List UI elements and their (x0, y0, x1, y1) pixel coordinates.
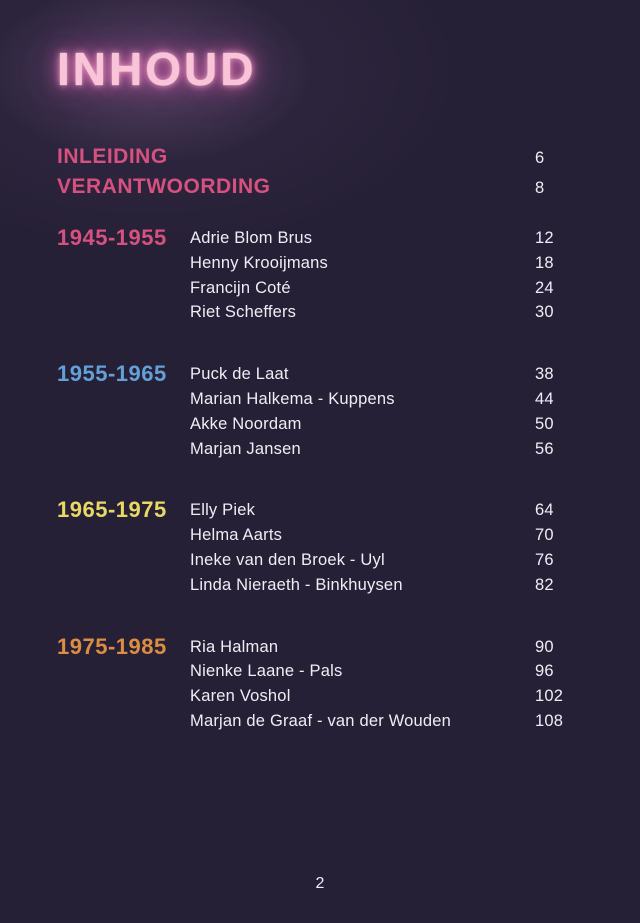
toc-entry-name: Marjan de Graaf - van der Wouden (190, 711, 452, 730)
toc-section (57, 362, 592, 461)
toc-entry-page-number: 102 (535, 687, 564, 706)
toc-entry-page-number: 18 (535, 253, 554, 272)
toc-entry-name: Ria Halman (190, 637, 279, 656)
toc-section (57, 226, 592, 325)
section-entry-list (190, 498, 592, 597)
toc-entry-name: Helma Aarts (190, 526, 283, 545)
toc-entry-row (190, 362, 592, 387)
section-years-label: 1945-1955 (57, 225, 167, 250)
toc-entry-name: Akke Noordam (190, 414, 302, 433)
toc-entry-page-number: 30 (535, 303, 554, 322)
toc-entry-row (190, 684, 592, 709)
toc-entry-row (190, 635, 592, 660)
toc-entry-name: Elly Piek (190, 501, 256, 520)
toc-entry-page-number: 82 (535, 575, 554, 594)
toc-entry-name: Riet Scheffers (190, 303, 297, 322)
toc-entry-row (190, 709, 592, 734)
toc-entry-name: Francijn Coté (190, 278, 291, 297)
front-matter-page-number: 8 (535, 179, 545, 197)
page-title: INHOUD (57, 43, 257, 95)
toc-entry-name: Ineke van den Broek - Uyl (190, 550, 385, 569)
toc-entry-name: Linda Nieraeth - Binkhuysen (190, 575, 403, 594)
toc-entry-row (190, 573, 592, 598)
section-entry-list (190, 362, 592, 461)
section-years-label: 1965-1975 (57, 497, 167, 523)
toc-entry-row (190, 300, 592, 325)
toc-entry-page-number: 12 (535, 229, 554, 247)
toc-entry-row (190, 437, 592, 462)
toc-entry-row (190, 548, 592, 573)
page-number: 2 (315, 875, 325, 892)
toc-entry-name: Nienke Laane - Pals (190, 662, 343, 681)
toc-entry-page-number: 24 (535, 278, 554, 297)
toc-entry-page-number: 50 (535, 414, 554, 433)
toc-entry-name: Karen Voshol (190, 687, 291, 706)
toc-entry-page-number: 70 (535, 526, 554, 545)
toc-entry-row (190, 412, 592, 437)
toc-entry-row (190, 276, 592, 301)
toc-entry-page-number: 56 (535, 439, 554, 458)
toc-section (57, 635, 592, 734)
toc-entry-name: Marian Halkema - Kuppens (190, 389, 395, 408)
toc-entry-name: Marjan Jansen (190, 439, 301, 458)
front-matter-label: VERANTWOORDING (57, 175, 271, 198)
front-matter-row (57, 142, 592, 172)
front-matter-label: INLEIDING (57, 145, 168, 168)
toc-entry-page-number: 38 (535, 365, 554, 384)
front-matter-row (57, 172, 592, 202)
toc-entry-row (190, 226, 592, 251)
front-matter-list (57, 142, 592, 202)
toc-entry-page-number: 108 (535, 711, 564, 730)
toc-entry-page-number: 76 (535, 550, 554, 569)
toc-sections (57, 226, 592, 734)
toc-entry-page-number: 44 (535, 389, 554, 408)
toc-entry-page-number: 90 (535, 637, 554, 656)
section-entry-list (190, 226, 592, 325)
toc-entry-row (190, 498, 592, 523)
toc-entry-row (190, 659, 592, 684)
toc-entry-page-number: 96 (535, 662, 554, 681)
toc-entry-row (190, 387, 592, 412)
toc-entry-name: Puck de Laat (190, 365, 289, 384)
section-entry-list (190, 635, 592, 734)
front-matter-page-number: 6 (535, 149, 545, 167)
section-years-label: 1975-1985 (57, 633, 167, 659)
toc-section (57, 498, 592, 597)
toc-entry-name: Henny Krooijmans (190, 253, 329, 272)
toc-entry-page-number: 64 (535, 501, 554, 520)
toc-entry-name: Adrie Blom Brus (190, 229, 313, 247)
section-years-label: 1955-1965 (57, 361, 167, 387)
toc-entry-row (190, 523, 592, 548)
toc-entry-row (190, 251, 592, 276)
